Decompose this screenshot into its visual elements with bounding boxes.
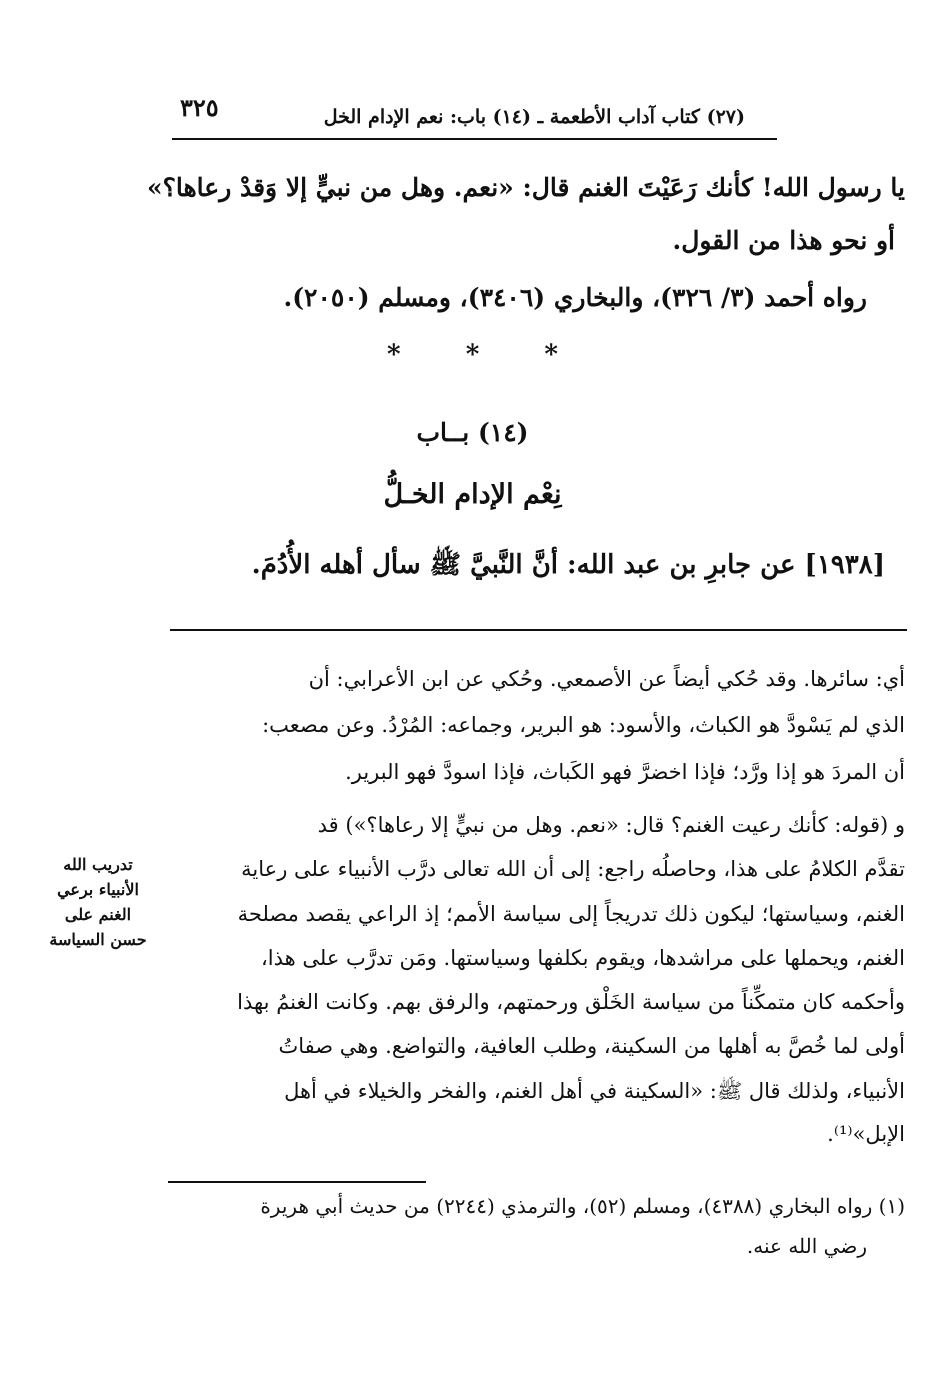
- hadith-text: [١٩٣٨] عن جابرِ بن عبد الله: أنَّ النَّبيَّ ﷺ سأل أهله الأُدُمَ.: [251, 550, 885, 580]
- footnote-line: (١) رواه البخاري (٤٣٨٨)، ومسلم (٥٢)، والترمذي (٢٢٤٤) من حديث أبي هريرة: [260, 1194, 905, 1218]
- margin-note-line: الغنم على: [64, 905, 132, 924]
- footnote-rule: [168, 1181, 426, 1183]
- star-glyph: *: [544, 340, 558, 370]
- commentary-line: تقدَّم الكلامُ على هذا، وحاصلُه راجع: إلى أن الله تعالى درَّب الأنبياء على رعاية: [241, 857, 905, 881]
- commentary-line: و (قوله: كأنك رعيت الغنم؟ قال: «نعم. وهل من نبيٍّ إلا رعاها؟») قد: [317, 813, 905, 837]
- commentary-line: الذي لم يَسْودَّ هو الكباث، والأسود: هو البرير، وجماعه: المُرْدُ. وعن مصعب:: [262, 713, 905, 737]
- star-glyph: *: [465, 340, 480, 370]
- commentary-line: وأحكمه كان متمكِّناً من سياسة الخَلْق ورحمتهم، والرفق بهم. وكانت الغنمُ بهذا: [237, 990, 905, 1014]
- margin-note-line: حسن السياسة: [49, 930, 147, 949]
- commentary-line: أولى لما خُصَّ به أهلها من السكينة، وطلب العافية، والتواضع. وهي صفاتُ: [278, 1034, 905, 1058]
- commentary-line: الغنم، ويحملها على مراشدها، ويقوم بكلفها وسياستها. ومَن تدرَّب على هذا،: [260, 946, 905, 970]
- commentary-line: الغنم، وسياستها؛ ليكون ذلك تدريجاً إلى سياسة الأمم؛ إذ الراعي يقصد مصلحة: [237, 902, 905, 926]
- margin-note-line: الأنبياء برعي: [57, 880, 139, 899]
- commentary-line: الإبل»⁽¹⁾.: [827, 1122, 905, 1146]
- star-glyph: *: [387, 340, 401, 370]
- commentary-line: أن المردَ هو إذا ورَّد؛ فإذا اخضرَّ فهو الكَباث، فإذا اسودَّ فهو البرير.: [345, 760, 905, 784]
- running-title: (٢٧) كتاب آداب الأطعمة ـ (١٤) باب: نعم الإدام الخل: [323, 106, 745, 128]
- chapter-heading: (١٤) بــاب: [416, 418, 529, 447]
- page-number: ٣٢٥: [180, 93, 219, 122]
- footnote-line: رضي الله عنه.: [746, 1234, 867, 1258]
- margin-note-line: تدريب الله: [63, 855, 133, 874]
- main-line-1: يا رسول الله! كأنك رَعَيْتَ الغنم قال: «نعم. وهل من نبيٍّ إلا وَقدْ رعاها؟»: [146, 173, 905, 202]
- main-line-2: أو نحو هذا من القول.: [672, 226, 895, 255]
- commentary-line: أي: سائرها. وقد حُكي أيضاً عن الأصمعي. وحُكي عن ابن الأعرابي: أن: [308, 667, 905, 691]
- margin-note: [38, 852, 158, 952]
- chapter-title: نِعْم الإدام الخـلُّ: [383, 479, 562, 510]
- commentary-separator: [170, 629, 907, 631]
- citation-line: رواه أحمد (٣/ ٣٢٦)، والبخاري (٣٤٠٦)، ومسلم (٢٠٥٠).: [283, 283, 867, 312]
- section-divider-stars: [0, 340, 945, 370]
- header-rule: [172, 138, 777, 140]
- commentary-line: الأنبياء، ولذلك قال ﷺ: «السكينة في أهل الغنم، والفخر والخيلاء في أهل: [284, 1079, 905, 1103]
